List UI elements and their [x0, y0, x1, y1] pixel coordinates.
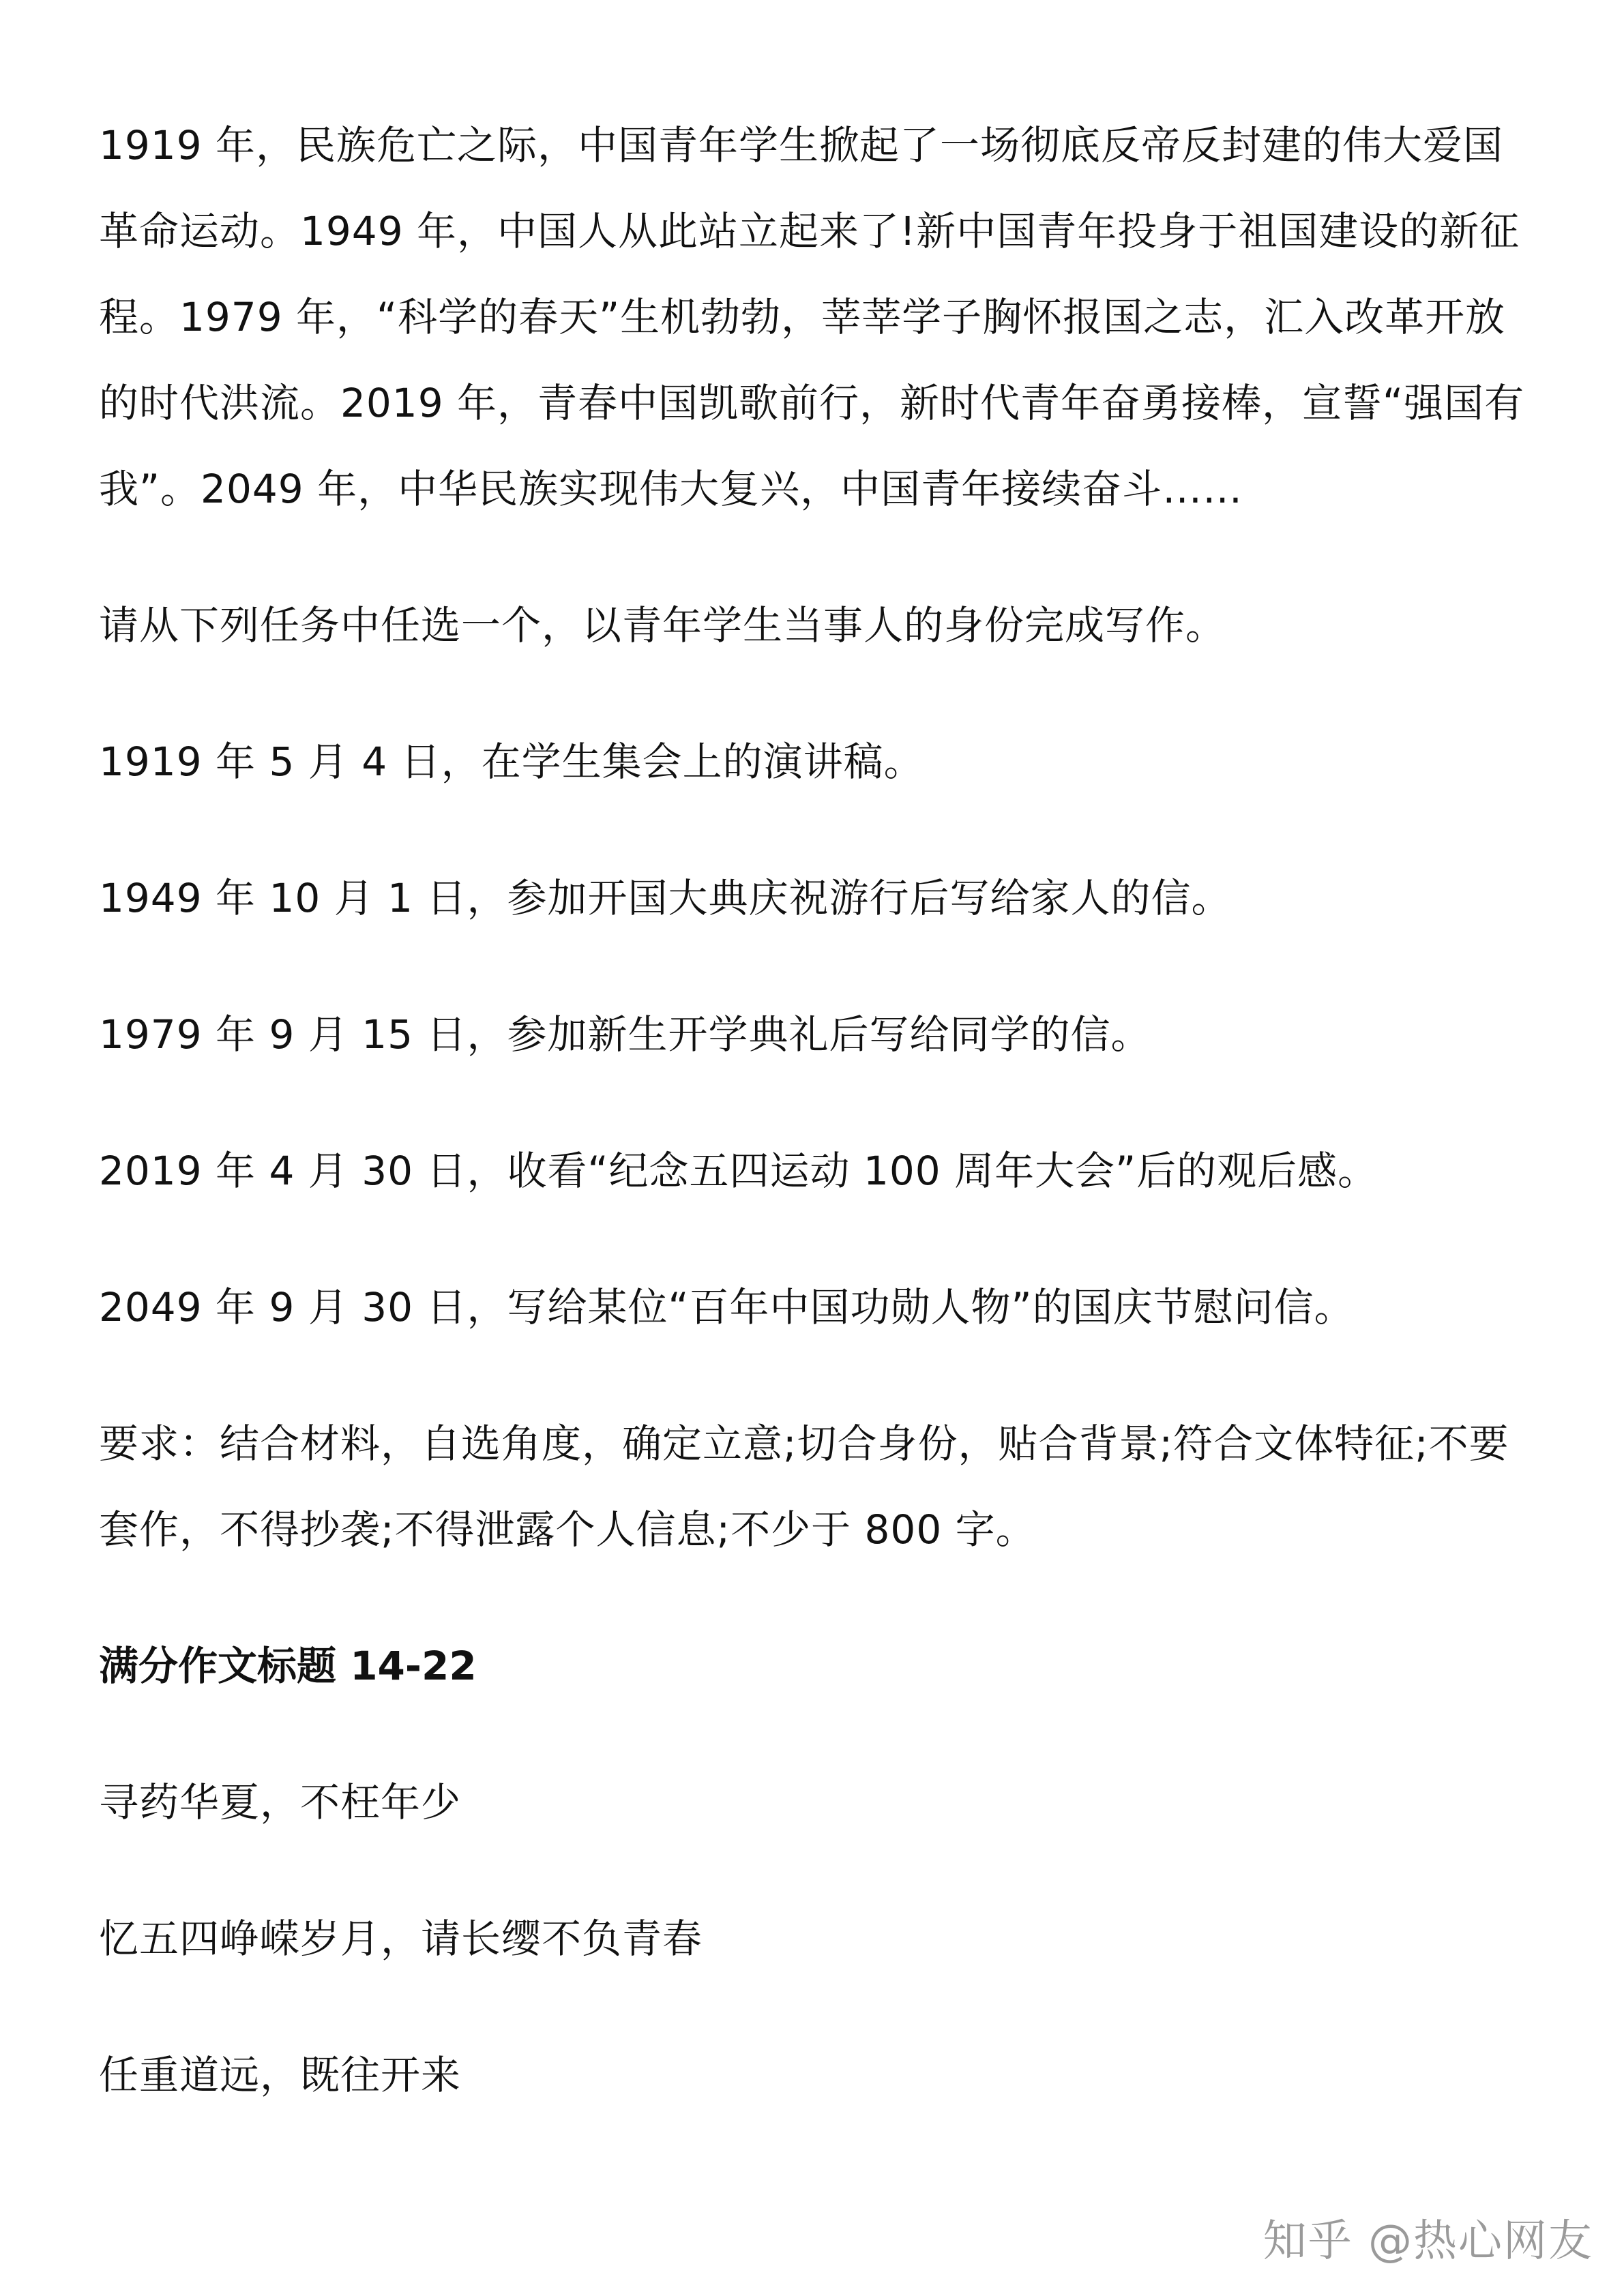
task-item: 2019 年 4 月 30 日，收看“纪念五四运动 100 周年大会”后的观后感。 — [99, 1148, 1378, 1194]
essay-title: 寻药华夏，不枉年少 — [99, 1779, 462, 1825]
essay-title: 忆五四峥嵘岁月，请长缨不负青春 — [99, 1915, 703, 1962]
task-item: 1949 年 10 月 1 日，参加开国大典庆祝游行后写给家人的信。 — [99, 875, 1232, 921]
instruction-paragraph: 请从下列任务中任选一个，以青年学生当事人的身份完成写作。 — [99, 602, 1226, 648]
essay-title: 任重道远，既往开来 — [99, 2052, 462, 2098]
task-item: 1979 年 9 月 15 日，参加新生开学典礼后写给同学的信。 — [99, 1011, 1151, 1058]
task-item: 1919 年 5 月 4 日，在学生集会上的演讲稿。 — [99, 739, 924, 785]
intro-paragraph: 1919 年，民族危亡之际，中国青年学生掀起了一场彻底反帝反封建的伟大爱国革命运动。1949 年，中国人从此站立起来了!新中国青年投身于祖国建设的新征程。1979 年，“科学的春天”生机勃勃，莘莘学子胸怀报国之志，汇入改革开放的时代洪流。2019 年，青春中国凯歌前行，新时代青年奋勇接棒，宣誓“强国有我”。2049 年，中华民族实现伟大复兴，中国青年接续奋斗…… — [99, 122, 1525, 512]
task-item: 2049 年 9 月 30 日，写给某位“百年中国功勋人物”的国庆节慰问信。 — [99, 1284, 1355, 1330]
zhihu-watermark: 知乎 @热心网友 — [1263, 2216, 1593, 2267]
section-heading: 满分作文标题 14-22 — [99, 1643, 477, 1689]
document-body — [99, 102, 1531, 2118]
requirements-paragraph: 要求：结合材料，自选角度，确定立意;切合身份，贴合背景;符合文体特征;不要套作，不得抄袭;不得泄露个人信息;不少于 800 字。 — [99, 1420, 1509, 1553]
